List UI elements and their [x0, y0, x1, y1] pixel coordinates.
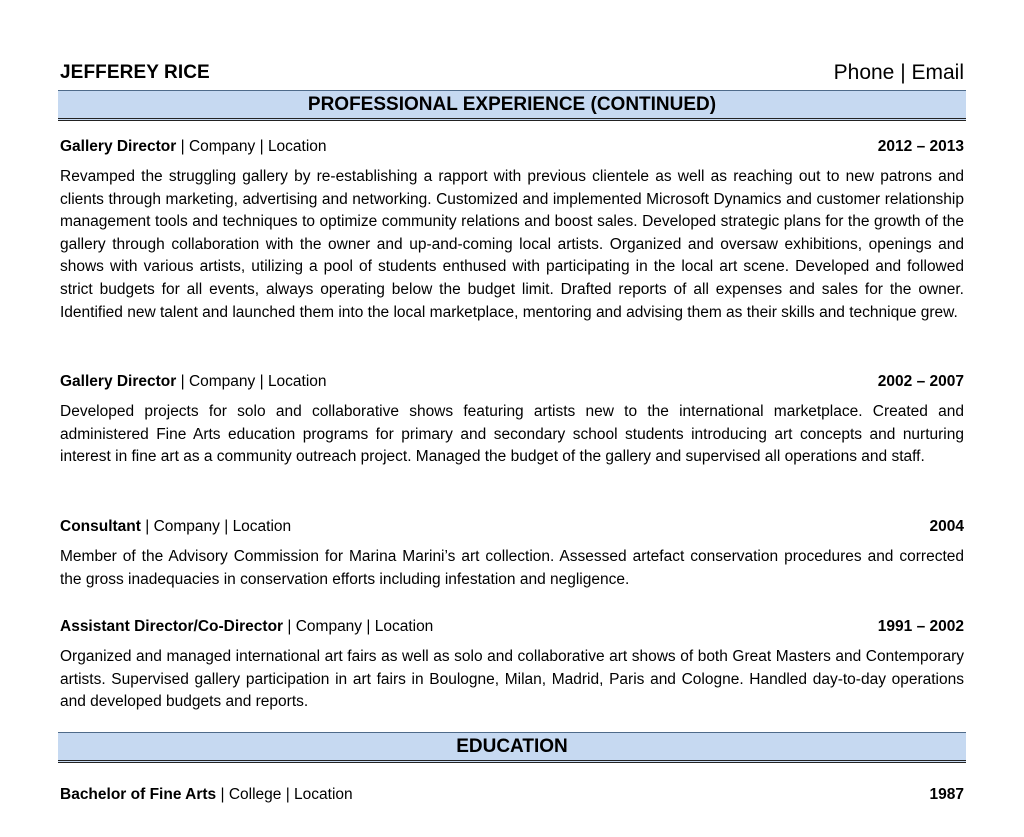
job-dates: 1991 – 2002	[877, 618, 964, 635]
job-description: Developed projects for solo and collaborative shows featuring artists new to the international marketplace. Created and administered Fine Arts education programs for primary and secondary school students introducing art concepts and nurturing interest in fine art as a community outreach project. Managed the budget of the gallery and supervised all operations and staff.	[60, 403, 964, 466]
education-section-title: EDUCATION	[456, 736, 568, 757]
contact-info: Phone | Email	[833, 61, 964, 84]
experience-section-header	[58, 90, 966, 121]
resume-header	[58, 62, 966, 88]
school-location: Location	[294, 786, 353, 803]
job-location: Location	[267, 373, 327, 390]
job-entry	[60, 371, 964, 469]
job-description: Organized and managed international art fairs as well as solo and collaborative art shows of both Great Masters and Contemporary artists. Supervised gallery participation in art fairs in Boulogne, Milan, Madrid, Paris and Cologne. Handled day-to-day operations and developed budgets and reports.	[60, 648, 964, 711]
education-section-header	[58, 732, 966, 763]
job-location: Location	[374, 618, 434, 635]
job-title: Consultant	[60, 518, 141, 535]
job-location: Location	[232, 518, 292, 535]
job-header: Gallery Director | Company | Location 2012 – 2013	[60, 136, 964, 158]
job-dates: 2012 – 2013	[877, 138, 964, 155]
job-description: Revamped the struggling gallery by re-establishing a rapport with previous clientele as well as reaching out to new patrons and clients through marketing, advertising and networking. Customized and implemented Microsoft Dynamics and customer relationship management tools and techniques to optimize community relations and boost sales. Developed strategic plans for the growth of the gallery through collaboration with the owner and up-and-coming local artists. Organized and oversaw exhibitions, openings and shows with various artists, utilizing a pool of students enthused with participating in the local art scene. Developed and followed strict budgets for all events, always operating below the budget limit. Drafted reports of all expenses and sales for the owner. Identified new talent and launched them into the local marketplace, mentoring and advising them as their skills and technique grew.	[60, 168, 964, 321]
job-dates: 2002 – 2007	[877, 373, 964, 390]
job-company: Company	[153, 518, 220, 535]
job-title: Gallery Director	[60, 373, 177, 390]
candidate-name: JEFFEREY RICE	[60, 62, 210, 83]
graduation-year: 1987	[929, 786, 964, 803]
job-company: Company	[188, 373, 256, 390]
experience-section-title: PROFESSIONAL EXPERIENCE (CONTINUED)	[307, 94, 717, 115]
job-entry	[60, 616, 964, 714]
job-dates: 2004	[929, 518, 964, 535]
job-company: Company	[295, 618, 363, 635]
education-entry	[60, 784, 964, 806]
job-title: Gallery Director	[60, 138, 177, 155]
job-title: Assistant Director/Co-Director	[60, 618, 284, 635]
job-header: Consultant | Company | Location 2004	[60, 516, 964, 538]
job-entry	[60, 516, 964, 591]
job-company: Company	[188, 138, 256, 155]
school: College	[228, 786, 282, 803]
job-description: Member of the Advisory Commission for Marina Marini’s art collection. Assessed artefact conservation procedures and corrected the gross inadequacies in conservation efforts including infestation and negligence.	[60, 548, 964, 588]
job-location: Location	[267, 138, 327, 155]
education-header: Bachelor of Fine Arts | College | Location 1987	[60, 784, 964, 806]
degree: Bachelor of Fine Arts	[60, 786, 217, 803]
job-header: Gallery Director | Company | Location 2002 – 2007	[60, 371, 964, 393]
job-header: Assistant Director/Co-Director | Company | Location 1991 – 2002	[60, 616, 964, 638]
job-entry	[60, 136, 964, 324]
